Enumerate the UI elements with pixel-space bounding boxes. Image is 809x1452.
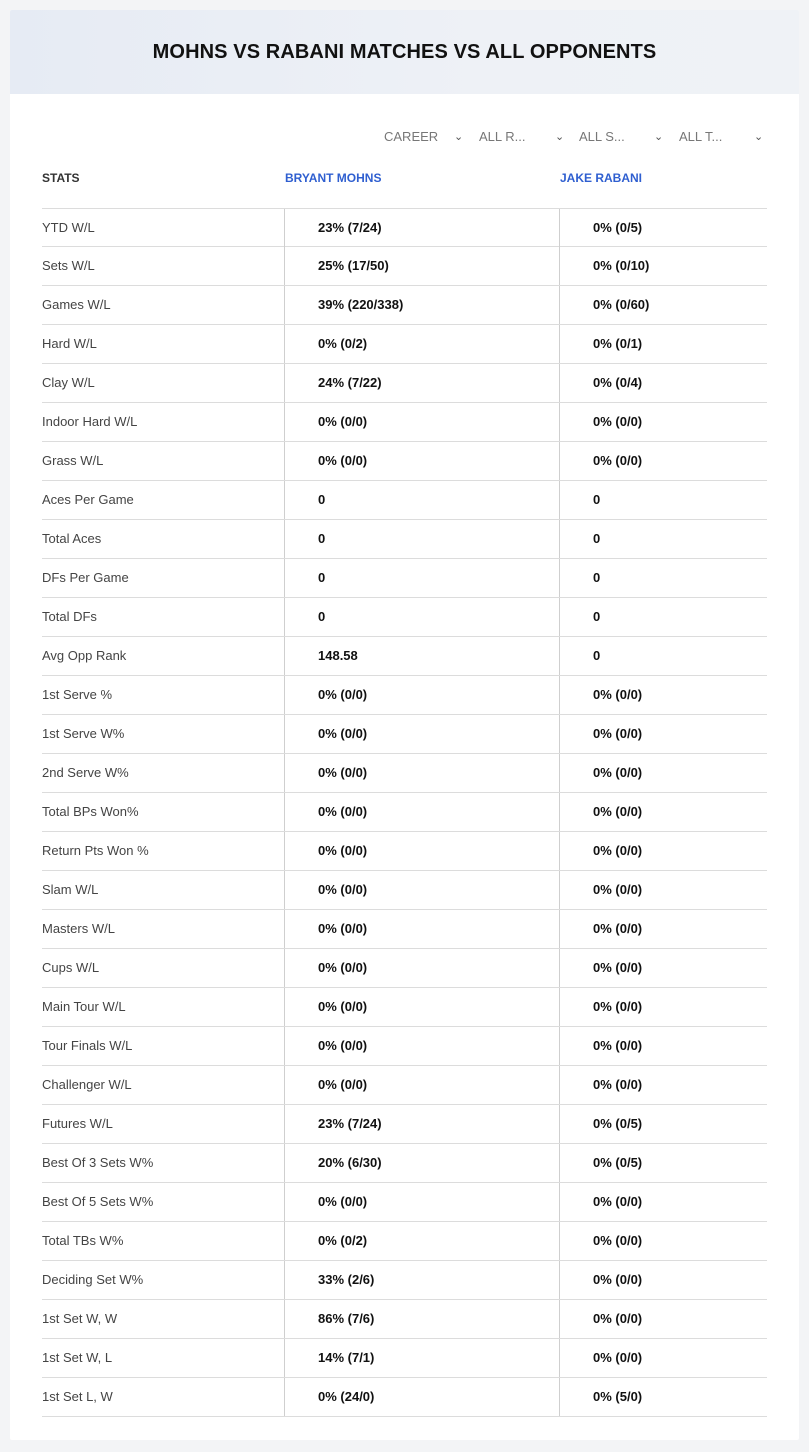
player1-value: 86% (7/6): [284, 1300, 559, 1338]
stat-label: 1st Set W, W: [42, 1311, 118, 1326]
player1-value: 0% (24/0): [284, 1378, 559, 1416]
player1-value: 0% (0/0): [284, 910, 559, 948]
stat-label: Cups W/L: [42, 960, 100, 975]
stat-label: Tour Finals W/L: [42, 1038, 133, 1053]
table-row: [42, 1105, 767, 1144]
player1-value: 148.58: [284, 637, 559, 675]
table-row: [42, 1183, 767, 1222]
table-row: [42, 1339, 767, 1378]
stat-label: Futures W/L: [42, 1116, 113, 1131]
stat-label: Avg Opp Rank: [42, 648, 127, 663]
player1-value: 0% (0/0): [284, 676, 559, 714]
column-header-player2[interactable]: JAKE RABANI: [560, 171, 643, 185]
player1-value: 25% (17/50): [284, 247, 559, 285]
player1-value: 23% (7/24): [284, 1105, 559, 1143]
player2-value: 0% (0/0): [559, 910, 767, 948]
player1-value: 0: [284, 559, 559, 597]
table-row: [42, 1066, 767, 1105]
stat-label: Main Tour W/L: [42, 999, 126, 1014]
table-row: [42, 325, 767, 364]
table-row: [42, 1300, 767, 1339]
stat-label: 1st Serve %: [42, 687, 113, 702]
player2-value: 0% (0/0): [559, 949, 767, 987]
table-row: [42, 1027, 767, 1066]
stat-label: Total TBs W%: [42, 1233, 124, 1248]
player2-value: 0: [559, 637, 767, 675]
stats-table-body: [42, 208, 767, 1417]
player1-value: 0% (0/0): [284, 832, 559, 870]
stat-label: Total DFs: [42, 609, 97, 624]
player2-value: 0% (0/4): [559, 364, 767, 402]
player2-value: 0: [559, 520, 767, 558]
table-row: [42, 832, 767, 871]
column-header-stats: STATS: [42, 171, 80, 185]
table-row: [42, 754, 767, 793]
table-row: [42, 598, 767, 637]
player1-value: 23% (7/24): [284, 209, 559, 247]
player1-value: 0% (0/0): [284, 988, 559, 1026]
stat-label: Aces Per Game: [42, 492, 134, 507]
filter-period-select[interactable]: [384, 127, 464, 147]
stat-label: Grass W/L: [42, 453, 104, 468]
player1-value: 39% (220/338): [284, 286, 559, 324]
stat-label: Indoor Hard W/L: [42, 414, 138, 429]
player1-value: 0% (0/0): [284, 1066, 559, 1104]
stat-label: Total BPs Won%: [42, 804, 139, 819]
player1-value: 20% (6/30): [284, 1144, 559, 1182]
player1-value: 0% (0/0): [284, 949, 559, 987]
stat-label: Clay W/L: [42, 375, 95, 390]
chevron-down-icon: ⌄: [654, 131, 664, 143]
player1-value: 0% (0/0): [284, 1027, 559, 1065]
player2-value: 0% (0/0): [559, 1339, 767, 1377]
chevron-down-icon: ⌄: [555, 131, 565, 143]
stat-label: YTD W/L: [42, 220, 95, 235]
player1-value: 0: [284, 520, 559, 558]
stat-label: 2nd Serve W%: [42, 765, 129, 780]
player2-value: 0% (0/0): [559, 676, 767, 714]
player2-value: 0% (0/0): [559, 988, 767, 1026]
stat-label: Best Of 5 Sets W%: [42, 1194, 154, 1209]
filter-tournament-label: ALL T...: [679, 129, 723, 144]
player1-value: 33% (2/6): [284, 1261, 559, 1299]
player1-value: 0% (0/0): [284, 403, 559, 441]
player2-value: 0% (0/60): [559, 286, 767, 324]
player1-value: 0% (0/0): [284, 871, 559, 909]
player1-value: 0: [284, 481, 559, 519]
player1-value: 0% (0/0): [284, 754, 559, 792]
stat-label: Total Aces: [42, 531, 102, 546]
player2-value: 0% (0/0): [559, 1222, 767, 1260]
player2-value: 0% (5/0): [559, 1378, 767, 1416]
stat-label: Sets W/L: [42, 258, 95, 273]
player2-value: 0% (0/0): [559, 1027, 767, 1065]
player2-value: 0% (0/0): [559, 1300, 767, 1338]
table-row: [42, 286, 767, 325]
player2-value: 0% (0/0): [559, 403, 767, 441]
stat-label: Deciding Set W%: [42, 1272, 144, 1287]
filter-surface-label: ALL S...: [579, 129, 625, 144]
player2-value: 0: [559, 559, 767, 597]
player1-value: 0% (0/0): [284, 715, 559, 753]
table-row: [42, 1222, 767, 1261]
player2-value: 0% (0/0): [559, 1261, 767, 1299]
player2-value: 0% (0/0): [559, 871, 767, 909]
stat-label: Return Pts Won %: [42, 843, 149, 858]
player2-value: 0% (0/5): [559, 1105, 767, 1143]
stat-label: 1st Serve W%: [42, 726, 125, 741]
player1-value: 0% (0/2): [284, 1222, 559, 1260]
table-row: [42, 1261, 767, 1300]
player2-value: 0% (0/0): [559, 1066, 767, 1104]
card-header: [10, 10, 799, 94]
stat-label: Slam W/L: [42, 882, 99, 897]
table-header: [42, 171, 767, 191]
stat-label: Games W/L: [42, 297, 111, 312]
player1-value: 0% (0/0): [284, 793, 559, 831]
table-row: [42, 364, 767, 403]
player2-value: 0% (0/0): [559, 1183, 767, 1221]
player2-value: 0% (0/10): [559, 247, 767, 285]
player2-value: 0: [559, 481, 767, 519]
chevron-down-icon: ⌄: [454, 131, 464, 143]
filter-round-label: ALL R...: [479, 129, 526, 144]
stat-label: Masters W/L: [42, 921, 115, 936]
page-title: MOHNS VS RABANI MATCHES VS ALL OPPONENTS: [152, 40, 657, 63]
table-row: [42, 247, 767, 286]
table-row: [42, 1378, 767, 1417]
filter-period-label: CAREER: [384, 129, 439, 144]
filter-surface-select[interactable]: [579, 127, 665, 147]
table-row: [42, 1144, 767, 1183]
stat-label: 1st Set W, L: [42, 1350, 113, 1365]
table-row: [42, 481, 767, 520]
table-row: [42, 637, 767, 676]
table-row: [42, 559, 767, 598]
table-row: [42, 715, 767, 754]
player2-value: 0% (0/0): [559, 442, 767, 480]
table-row: [42, 442, 767, 481]
column-header-player1[interactable]: BRYANT MOHNS: [285, 171, 382, 185]
table-row: [42, 949, 767, 988]
filter-tournament-select[interactable]: [679, 127, 767, 147]
player2-value: 0% (0/5): [559, 209, 767, 247]
chevron-down-icon: ⌄: [754, 131, 764, 143]
table-row: [42, 520, 767, 559]
stat-label: Hard W/L: [42, 336, 97, 351]
table-row: [42, 988, 767, 1027]
filter-round-select[interactable]: [479, 127, 565, 147]
player1-value: 0% (0/0): [284, 442, 559, 480]
player1-value: 0% (0/2): [284, 325, 559, 363]
table-row: [42, 208, 767, 247]
player1-value: 0% (0/0): [284, 1183, 559, 1221]
stat-label: Challenger W/L: [42, 1077, 132, 1092]
stat-label: 1st Set L, W: [42, 1389, 113, 1404]
player1-value: 14% (7/1): [284, 1339, 559, 1377]
player2-value: 0% (0/0): [559, 754, 767, 792]
player2-value: 0% (0/0): [559, 793, 767, 831]
table-row: [42, 910, 767, 949]
filter-bar: [10, 127, 799, 147]
table-row: [42, 676, 767, 715]
table-row: [42, 793, 767, 832]
stats-card: [10, 10, 799, 1440]
player2-value: 0% (0/0): [559, 832, 767, 870]
player2-value: 0% (0/1): [559, 325, 767, 363]
stat-label: Best Of 3 Sets W%: [42, 1155, 154, 1170]
table-row: [42, 403, 767, 442]
player1-value: 24% (7/22): [284, 364, 559, 402]
stat-label: DFs Per Game: [42, 570, 129, 585]
player1-value: 0: [284, 598, 559, 636]
table-row: [42, 871, 767, 910]
player2-value: 0% (0/0): [559, 715, 767, 753]
player2-value: 0: [559, 598, 767, 636]
player2-value: 0% (0/5): [559, 1144, 767, 1182]
